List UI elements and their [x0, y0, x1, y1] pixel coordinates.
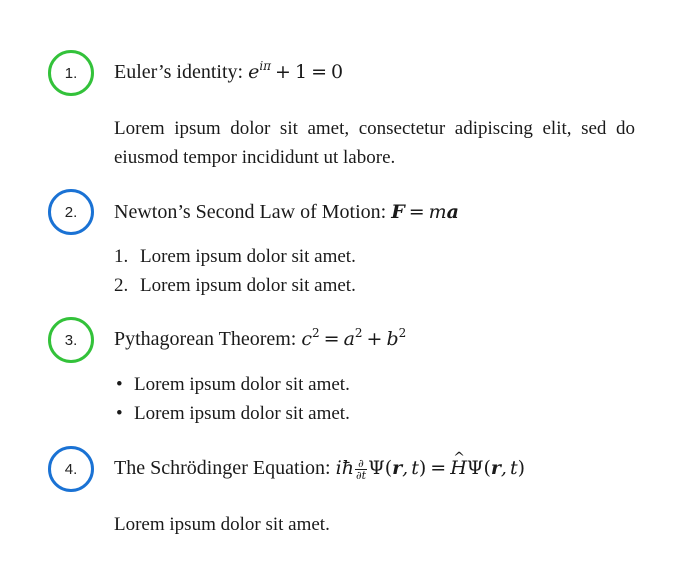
number-badge-label: 2. — [64, 203, 78, 221]
list-item — [114, 399, 350, 428]
list-marker: 2. — [114, 275, 129, 296]
section-heading — [114, 60, 343, 84]
list-marker: 1. — [114, 246, 129, 267]
heading-text: The Schrödinger Equation: — [114, 457, 331, 479]
number-badge-label: 1. — [64, 64, 78, 82]
formula-pythagorean: $c^2 = a^2 + b^2$ — [301, 326, 407, 350]
formula-newton: F = ma — [391, 201, 459, 223]
list-item — [114, 370, 350, 399]
list-item-text: Lorem ipsum dolor sit amet. — [134, 403, 350, 424]
list-bullet: • — [116, 403, 123, 424]
heading-text: Euler’s identity: — [114, 61, 244, 83]
section-heading — [114, 327, 406, 351]
body-paragraph: Lorem ipsum dolor sit amet. — [114, 514, 330, 535]
number-badge — [48, 189, 94, 235]
list-item-text: Lorem ipsum dolor sit amet. — [140, 246, 356, 267]
body-paragraph: Lorem ipsum dolor sit amet, consectetur adipiscing elit, sed do eiusmod tempor incididunt ut labore. — [114, 118, 635, 168]
number-badge-label: 4. — [64, 460, 78, 478]
list-item-text: Lorem ipsum dolor sit amet. — [134, 374, 350, 395]
number-badge-label: 3. — [64, 331, 78, 349]
list-item — [114, 242, 356, 271]
formula-euler: $e^{i\pi} + 1 = 0$ — [248, 59, 344, 83]
number-badge — [48, 317, 94, 363]
formula-schrodinger: iħ $\frac{\partial}{\partial t}$ Ψ(r, t) =^ HΨ(r, t) — [336, 457, 525, 479]
list-item — [114, 271, 356, 300]
ordered-list — [114, 242, 356, 300]
list-item-text: Lorem ipsum dolor sit amet. — [140, 275, 356, 296]
list-bullet: • — [116, 374, 123, 395]
section-heading — [114, 456, 525, 481]
bullet-list — [114, 370, 350, 428]
section-heading — [114, 200, 459, 224]
heading-text: Newton’s Second Law of Motion: — [114, 201, 387, 223]
number-badge — [48, 50, 94, 96]
number-badge — [48, 446, 94, 492]
heading-text: Pythagorean Theorem: — [114, 328, 297, 350]
